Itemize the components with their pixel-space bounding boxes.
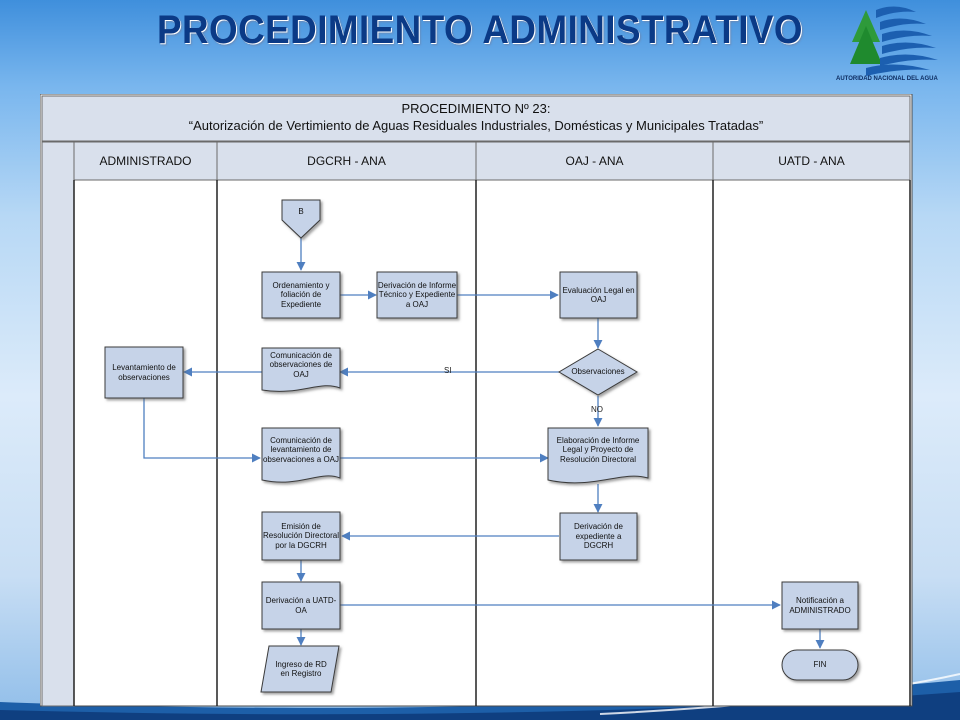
edge-label-no: NO <box>591 405 603 414</box>
ingreso-label: Ingreso de RD en Registro <box>275 659 327 678</box>
fin-label: FIN <box>813 660 827 670</box>
edge-label-si: SI <box>444 366 452 375</box>
lane-label-dgcrh: DGCRH - ANA <box>307 154 386 168</box>
connector-b-label: B <box>298 207 304 217</box>
evaluacion-legal-label: Evaluación Legal en OAJ <box>562 285 635 304</box>
slide-title: PROCEDIMIENTO ADMINISTRATIVO <box>156 8 803 52</box>
derivacion-informe-label: Derivación de Informe Técnico y Expediente a OAJ <box>377 280 457 309</box>
procedure-header <box>41 95 911 141</box>
notificacion-label: Notificación a ADMINISTRADO <box>789 596 851 615</box>
pool-label-band <box>42 142 74 706</box>
derivacion-uatd-label: Derivación a UATD-OA <box>265 596 337 615</box>
logo-caption: AUTORIDAD NACIONAL DEL AGUA <box>836 76 938 82</box>
lane-label-oaj: OAJ - ANA <box>565 154 624 168</box>
lane-label-uatd: UATD - ANA <box>778 154 845 168</box>
observaciones-label: Observaciones <box>571 367 625 377</box>
lane-label-administrado: ADMINISTRADO <box>99 154 192 168</box>
levantamiento-label: Levantamiento de observaciones <box>112 363 176 382</box>
comunicacion-lev-label: Comunicación de levantamiento de observaciones a OAJ <box>262 435 340 464</box>
procedure-name: “Autorización de Vertimiento de Aguas Residuales Industriales, Domésticas y Municipales Tratadas” <box>188 118 764 133</box>
procedure-number: PROCEDIMIENTO Nº 23: <box>401 101 551 116</box>
elaboracion-label: Elaboración de Informe Legal y Proyecto de Resolución Directoral <box>556 435 640 464</box>
derivacion-exp-label: Derivación de expediente a DGCRH <box>574 522 623 551</box>
emision-label: Emisión de Resolución Directoral por la DGCRH <box>262 521 340 550</box>
ordenamiento-label: Ordenamiento y foliación de Expediente <box>272 280 330 309</box>
comunicacion-obs-label: Comunicación de observaciones de OAJ <box>269 350 333 379</box>
